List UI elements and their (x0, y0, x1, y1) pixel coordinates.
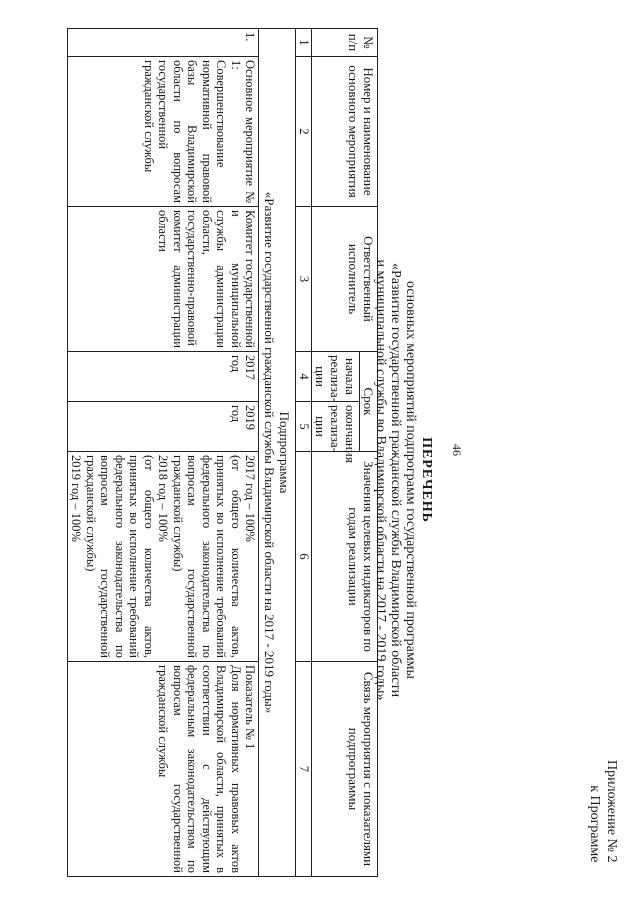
link-title: Показатель № 1 (243, 665, 258, 750)
header-link: Связь мероприятия с показателями подпрограммы (312, 662, 378, 877)
column-numbers-row (296, 29, 312, 877)
indicator-year-2018: 2018 год – 100% (156, 455, 171, 542)
executor-2: государственно-правовой комитет администрации области (156, 210, 200, 348)
table-row (68, 29, 260, 877)
header-executor: Ответственный исполнитель (312, 207, 378, 352)
subprogram-line-1: Подпрограмма (277, 411, 293, 494)
appendix-line-1: Приложение № 2 (604, 760, 619, 863)
column-number: 5 (296, 402, 312, 452)
row-link (68, 662, 260, 877)
title-line-2: «Развитие государственной гражданской службы Владимирской области (388, 262, 403, 698)
row-measure-name (68, 57, 260, 207)
column-number: 4 (296, 352, 312, 402)
measure-title: Основное мероприятие № 1: (229, 60, 258, 203)
column-number: 1 (296, 29, 312, 57)
header-term: Срок (360, 352, 378, 452)
document-title (373, 200, 434, 760)
subprogram-title (259, 29, 296, 877)
header-term-start: начала реализа-ции (312, 352, 360, 402)
page-number: 46 (450, 444, 464, 456)
row-num: 1. (68, 29, 260, 57)
row-start: 2017 год (68, 352, 260, 402)
indicator-year-2017: 2017 год – 100% (243, 455, 258, 542)
column-number: 7 (296, 662, 312, 877)
indicator-text-2017: (от общего количества актов, принятых во исполнение требований федерального законодательства по вопросам государственной гражданской службы) (171, 455, 243, 658)
title-line-1: основных мероприятий подпрограмм государственной программы (403, 281, 418, 679)
indicator-text-2018: (от общего количества актов, принятых во исполнение требований федерального законодательства по вопросам государственной гражданской службы) (84, 455, 156, 658)
title-line-3: и муниципальной службы во Владимирской области на 2017 - 2019 годы» (373, 259, 388, 701)
executor-1: Комитет государственной и муниципальной службы администрации области, (200, 210, 258, 348)
appendix-label (586, 760, 620, 863)
header-indicators: Значения целевых индикаторов по годам реализации (312, 452, 378, 662)
indicator-year-2019: 2019 год – 100% (69, 455, 84, 542)
column-number: 2 (296, 57, 312, 207)
title-heading: ПЕРЕЧЕНЬ (419, 437, 434, 523)
subprogram-line-2: «Развитие государственной гражданской службы Владимирской области на 2017 - 2019 годы» (262, 191, 278, 714)
table-header-row (360, 29, 378, 877)
measures-table (67, 28, 378, 877)
header-num: № п/п (312, 29, 378, 57)
link-text: Доля нормативных правовых актов Владимирской области, принятых в соответствии с действующим федеральным законодательством по вопросам государственной гражданской службы (156, 665, 243, 873)
column-number: 3 (296, 207, 312, 352)
header-name: Номер и наименование основного мероприятия (312, 57, 378, 207)
appendix-line-2: к Программе (587, 785, 602, 863)
subprogram-row (259, 29, 296, 877)
measure-text: Совершенствование нормативной правовой базы Владимирской области по вопросам государственной гражданской службы (142, 60, 229, 203)
row-indicators (68, 452, 260, 662)
header-term-end: окончания реализа-ции (312, 402, 360, 452)
column-number: 6 (296, 452, 312, 662)
row-end: 2019 год (68, 402, 260, 452)
row-executor (68, 207, 260, 352)
